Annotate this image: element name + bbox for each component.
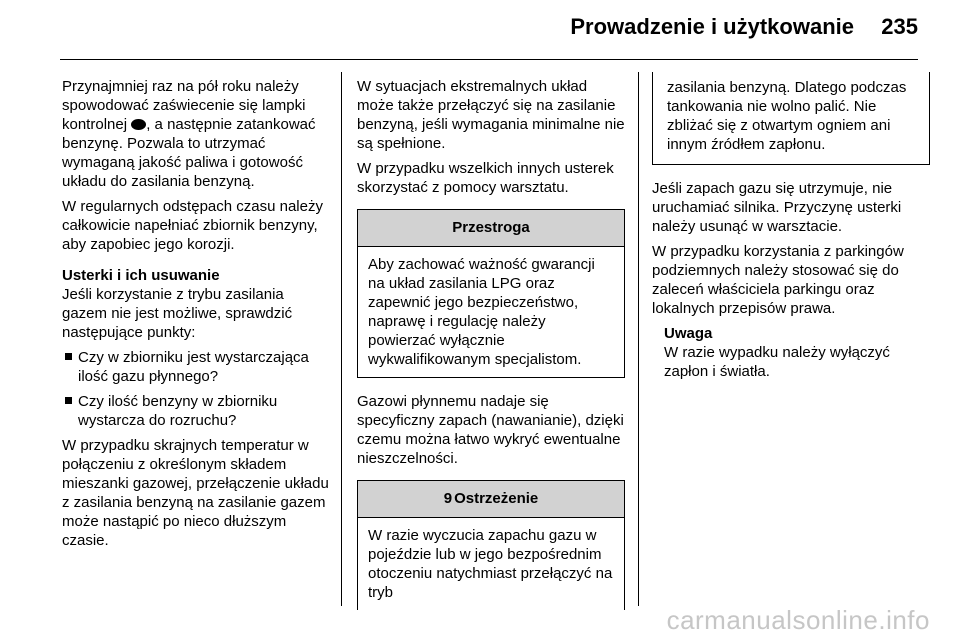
- column-divider-2: [638, 72, 639, 606]
- watermark: carmanualsonline.info: [666, 605, 930, 635]
- warning-title: 9 Ostrzeżenie: [358, 481, 624, 518]
- column-divider-1: [341, 72, 342, 606]
- list-item: Czy ilość benzyny w zbiorniku wystarcza do rozruchu?: [62, 392, 330, 430]
- page-number: 235: [881, 14, 918, 39]
- bullet-square-icon: [65, 353, 72, 360]
- header-divider: [60, 59, 918, 60]
- lpg-indicator-lamp-icon: [131, 119, 146, 130]
- note-block: [664, 324, 930, 381]
- warning-text: W razie wyczucia zapachu gazu w pojeździe lub w jego bezpośrednim otoczeniu natychmiast przełączyć na tryb: [368, 527, 613, 601]
- caution-box: [357, 209, 625, 378]
- section-title: Prowadzenie i użytkowanie: [570, 14, 854, 39]
- warning-box: [357, 480, 625, 610]
- list-item: Czy w zbiorniku jest wystarczająca ilość gazu płynnego?: [62, 348, 330, 386]
- warning-symbol-icon: 9: [443, 490, 453, 507]
- paragraph: Gazowi płynnemu nadaje się specyficzny zapach (nawanianie), dzięki czemu można łatwo wykryć ewentualne nieszczelności.: [357, 393, 624, 467]
- warning-box-continued: zasilania benzyną. Dlatego podczas tankowania nie wolno palić. Nie zbliżać się z otwartym ogniem ani innym źródłem zapłonu.: [652, 72, 930, 165]
- paragraph: W sytuacjach ekstremalnych układ może także przełączyć się na zasilanie benzyną, jeśli wymagania minimalne nie są spełnione.: [357, 78, 625, 152]
- bullet-square-icon: [65, 397, 72, 404]
- paragraph: Przynajmniej raz na pół roku należy spowodować zaświecenie się lampki kontrolnej , a następnie zatankować benzynę. Pozwala to utrzymać wymaganą jakość paliwa i gotowość układu do zasilania benzyną.: [62, 78, 316, 190]
- paragraph: Jeśli korzystanie z trybu zasilania gazem nie jest możliwe, sprawdzić następujące punkty:: [62, 286, 293, 341]
- subheading: Usterki i ich usuwanie: [62, 267, 220, 284]
- column-2: [357, 77, 625, 610]
- caution-text: Aby zachować ważność gwarancji na układ zasilania LPG oraz zapewnić jego bezpieczeństwo, naprawę i regulację należy powierzać wyłącznie wykwalifikowanym specjalistom.: [368, 256, 595, 368]
- paragraph: W przypadku wszelkich innych usterek skorzystać z pomocy warsztatu.: [357, 160, 614, 196]
- paragraph: Jeśli zapach gazu się utrzymuje, nie uruchamiać silnika. Przyczynę usterki należy usunąć w warsztacie.: [652, 180, 902, 235]
- column-1: [62, 77, 330, 556]
- caution-title: Przestroga: [358, 210, 624, 247]
- paragraph: W przypadku korzystania z parkingów podziemnych należy stosować się do zaleceń właściciela parkingu oraz lokalnych przepisów prawa.: [652, 243, 904, 317]
- paragraph: W przypadku skrajnych temperatur w połączeniu z określonym składem mieszanki gazowej, przełączenie układu z zasilania benzyną na zasilanie gazem może nastąpić po nieco dłuższym czasie.: [62, 437, 329, 549]
- paragraph: W regularnych odstępach czasu należy całkowicie napełniać zbiornik benzyny, aby zapobiec jego korozji.: [62, 198, 323, 253]
- note-text: W razie wypadku należy wyłączyć zapłon i światła.: [664, 344, 890, 380]
- page-header: [0, 0, 960, 62]
- column-3: [652, 72, 930, 387]
- note-title: Uwaga: [664, 325, 713, 342]
